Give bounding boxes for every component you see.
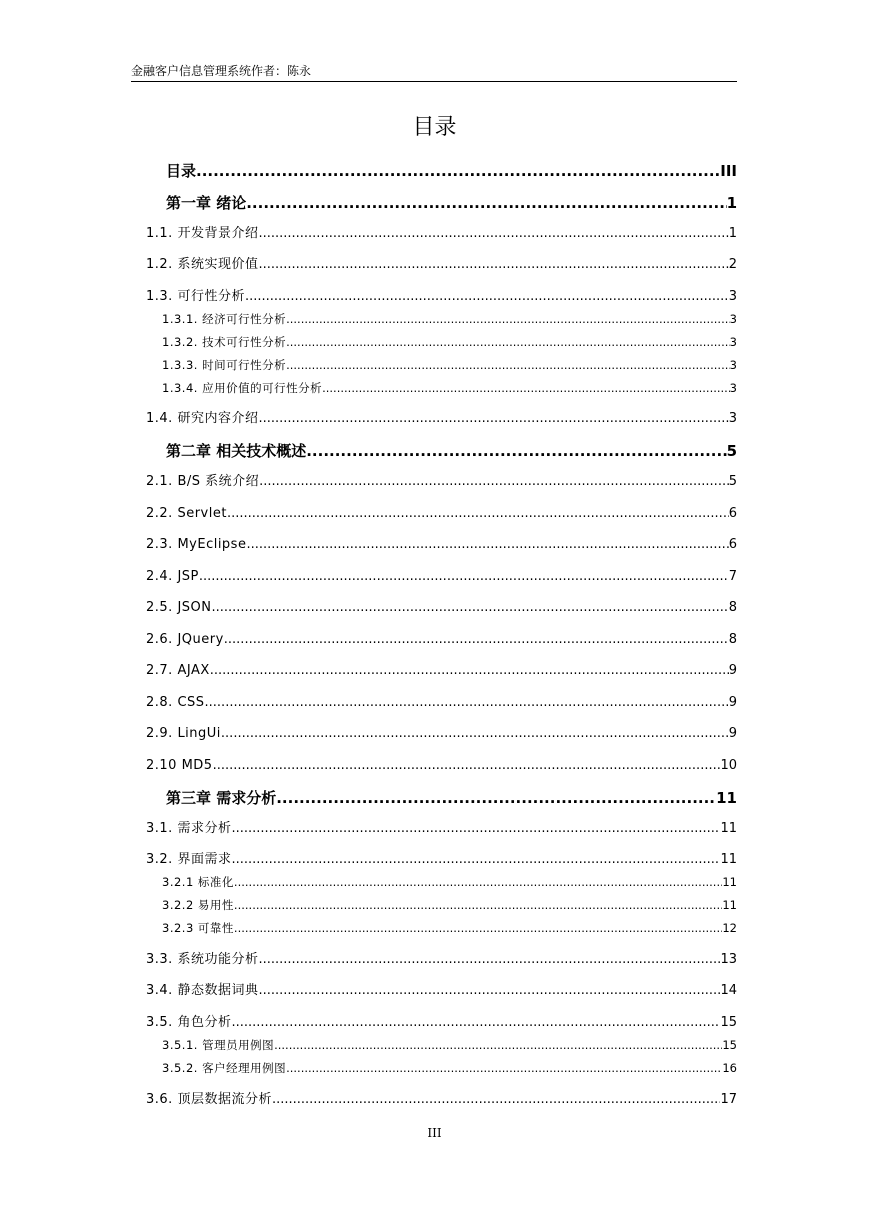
toc-entry-label: 1.3.2. 技术可行性分析 xyxy=(162,335,287,349)
toc-entry[interactable] xyxy=(162,379,737,397)
toc-entry[interactable] xyxy=(146,756,737,776)
toc-entry-label: 1.2. 系统实现价值 xyxy=(146,257,259,272)
toc-entry-page: 15 xyxy=(722,1038,737,1052)
toc-entry-page: 8 xyxy=(728,600,737,615)
toc-entry[interactable] xyxy=(162,1059,737,1077)
toc-entry-page: 1 xyxy=(728,226,737,241)
toc-entry[interactable] xyxy=(146,472,737,492)
toc-entry-label: 3.3. 系统功能分析 xyxy=(146,952,259,967)
toc-entry[interactable] xyxy=(162,873,737,891)
toc-leader xyxy=(199,567,729,587)
toc-leader xyxy=(213,756,721,776)
toc-entry-label: 2.4. JSP xyxy=(146,569,199,584)
toc-entry-label: 3.5.2. 客户经理用例图 xyxy=(162,1061,287,1075)
toc-entry-label: 3.2. 界面需求 xyxy=(146,852,232,867)
toc-entry[interactable] xyxy=(166,160,737,182)
toc-entry-label: 目录 xyxy=(166,162,197,180)
toc-leader xyxy=(258,981,720,1001)
toc-entry[interactable] xyxy=(146,981,737,1001)
toc-entry-page: 12 xyxy=(722,921,737,935)
toc-entry-label: 2.8. CSS xyxy=(146,695,205,710)
toc-entry[interactable] xyxy=(146,255,737,275)
toc-entry[interactable] xyxy=(162,333,737,351)
toc-entry[interactable] xyxy=(166,787,737,809)
toc-entry[interactable] xyxy=(162,356,737,374)
toc-entry-page: 11 xyxy=(716,789,737,807)
toc-entry[interactable] xyxy=(146,950,737,970)
toc-entry-label: 第三章 需求分析 xyxy=(166,789,277,807)
toc-leader xyxy=(224,630,729,650)
toc-entry-label: 1.4. 研究内容介绍 xyxy=(146,411,259,426)
toc-entry-label: 2.6. JQuery xyxy=(146,632,224,647)
toc-entry[interactable] xyxy=(162,310,737,328)
toc-leader xyxy=(286,356,730,374)
toc-leader xyxy=(272,1090,721,1110)
toc-entry-page: 3 xyxy=(729,358,737,372)
toc-entry[interactable] xyxy=(146,287,737,307)
toc-leader xyxy=(221,724,729,744)
toc-entry[interactable] xyxy=(162,1036,737,1054)
toc-entry-label: 2.10 MD5 xyxy=(146,758,213,773)
toc-leader xyxy=(274,1036,722,1054)
toc-entry-label: 3.1. 需求分析 xyxy=(146,821,232,836)
toc-entry[interactable] xyxy=(166,440,737,462)
toc-entry[interactable] xyxy=(146,693,737,713)
toc-entry-page: 6 xyxy=(728,537,737,552)
toc-title: 目录 xyxy=(412,115,457,140)
toc-leader xyxy=(234,919,722,937)
toc-entry[interactable] xyxy=(146,224,737,244)
toc-leader xyxy=(234,896,722,914)
toc-entry-page: 3 xyxy=(728,411,737,426)
toc-leader xyxy=(286,333,730,351)
toc-entry-label: 2.1. B/S 系统介绍 xyxy=(146,474,260,489)
toc-leader xyxy=(227,504,729,524)
toc-leader xyxy=(205,693,729,713)
toc-entry-page: 9 xyxy=(728,695,737,710)
toc-entry-label: 2.5. JSON xyxy=(146,600,212,615)
toc-entry-label: 1.3. 可行性分析 xyxy=(146,289,245,304)
toc-entry[interactable] xyxy=(146,409,737,429)
toc-entry-page: 17 xyxy=(720,1092,737,1107)
toc-leader xyxy=(286,1059,722,1077)
toc-entry[interactable] xyxy=(146,598,737,618)
toc-entry-page: 5 xyxy=(728,474,737,489)
toc-entry-page: 6 xyxy=(728,506,737,521)
toc-entry-page: 7 xyxy=(728,569,737,584)
toc-entry[interactable] xyxy=(146,1090,737,1110)
toc-entry-page: 9 xyxy=(728,726,737,741)
toc-entry-label: 第一章 绪论 xyxy=(166,194,247,212)
toc-entry-label: 2.7. AJAX xyxy=(146,663,210,678)
toc-leader xyxy=(211,598,728,618)
toc-entry-page: 10 xyxy=(720,758,737,773)
toc-leader xyxy=(210,661,729,681)
toc-entry-page: 11 xyxy=(722,875,737,889)
toc-entry-label: 3.5. 角色分析 xyxy=(146,1015,232,1030)
toc-entry-label: 1.3.4. 应用价值的可行性分析 xyxy=(162,381,323,395)
toc-entry[interactable] xyxy=(166,192,737,214)
toc-entry-label: 3.6. 顶层数据流分析 xyxy=(146,1092,272,1107)
header-rule xyxy=(131,81,737,82)
toc-entry-page: 2 xyxy=(728,257,737,272)
toc-leader xyxy=(306,440,726,462)
toc-entry-label: 2.2. Servlet xyxy=(146,506,227,521)
toc-leader xyxy=(258,224,728,244)
running-header: 金融客户信息管理系统作者：陈永 xyxy=(131,64,312,78)
toc-leader xyxy=(259,472,729,492)
toc-entry[interactable] xyxy=(162,896,737,914)
toc-entry-page: 14 xyxy=(720,983,737,998)
toc-entry-page: 15 xyxy=(720,1015,737,1030)
toc-entry-label: 3.2.2 易用性 xyxy=(162,898,234,912)
toc-entry-page: III xyxy=(720,162,737,180)
toc-entry-page: 3 xyxy=(729,312,737,326)
toc-leader xyxy=(246,535,728,555)
toc-leader xyxy=(286,310,730,328)
toc-entry-page: 3 xyxy=(729,381,737,395)
toc-entry[interactable] xyxy=(146,567,737,587)
page-number: III xyxy=(427,1126,442,1140)
toc-entry-page: 9 xyxy=(728,663,737,678)
toc-leader xyxy=(276,787,716,809)
toc-entry-page: 8 xyxy=(728,632,737,647)
toc-leader xyxy=(258,255,728,275)
toc-entry-label: 第二章 相关技术概述 xyxy=(166,442,307,460)
toc-entry-label: 3.2.3 可靠性 xyxy=(162,921,234,935)
toc-entry-page: 11 xyxy=(720,821,737,836)
toc-entry-page: 11 xyxy=(720,852,737,867)
toc-leader xyxy=(246,192,726,214)
toc-entry-label: 1.3.1. 经济可行性分析 xyxy=(162,312,287,326)
toc-leader xyxy=(245,287,729,307)
toc-entry-page: 5 xyxy=(726,442,737,460)
toc-entry-label: 3.5.1. 管理员用例图 xyxy=(162,1038,275,1052)
toc-entry[interactable] xyxy=(162,919,737,937)
toc-entry-label: 2.9. LingUi xyxy=(146,726,221,741)
toc-leader xyxy=(196,160,720,182)
toc-entry[interactable] xyxy=(146,850,737,870)
toc-leader xyxy=(322,379,730,397)
toc-leader xyxy=(258,950,720,970)
toc-entry-page: 16 xyxy=(722,1061,737,1075)
toc-entry[interactable] xyxy=(146,1013,737,1033)
toc-entry[interactable] xyxy=(146,661,737,681)
toc-entry[interactable] xyxy=(146,504,737,524)
toc-entry-page: 1 xyxy=(726,194,737,212)
toc-entry-label: 2.3. MyEclipse xyxy=(146,537,247,552)
toc-entry-page: 13 xyxy=(720,952,737,967)
toc-entry[interactable] xyxy=(146,630,737,650)
toc-entry-label: 3.4. 静态数据词典 xyxy=(146,983,259,998)
toc-leader xyxy=(231,819,720,839)
toc-entry-label: 1.3.3. 时间可行性分析 xyxy=(162,358,287,372)
toc-entry-page: 11 xyxy=(722,898,737,912)
toc-entry-page: 3 xyxy=(729,335,737,349)
toc-entry[interactable] xyxy=(146,819,737,839)
toc-entry[interactable] xyxy=(146,724,737,744)
toc-leader xyxy=(231,1013,720,1033)
toc-leader xyxy=(234,873,722,891)
toc-entry[interactable] xyxy=(146,535,737,555)
toc-leader xyxy=(231,850,720,870)
toc-entry-label: 3.2.1 标准化 xyxy=(162,875,234,889)
toc-entry-label: 1.1. 开发背景介绍 xyxy=(146,226,259,241)
toc-entry-page: 3 xyxy=(728,289,737,304)
toc-leader xyxy=(258,409,728,429)
